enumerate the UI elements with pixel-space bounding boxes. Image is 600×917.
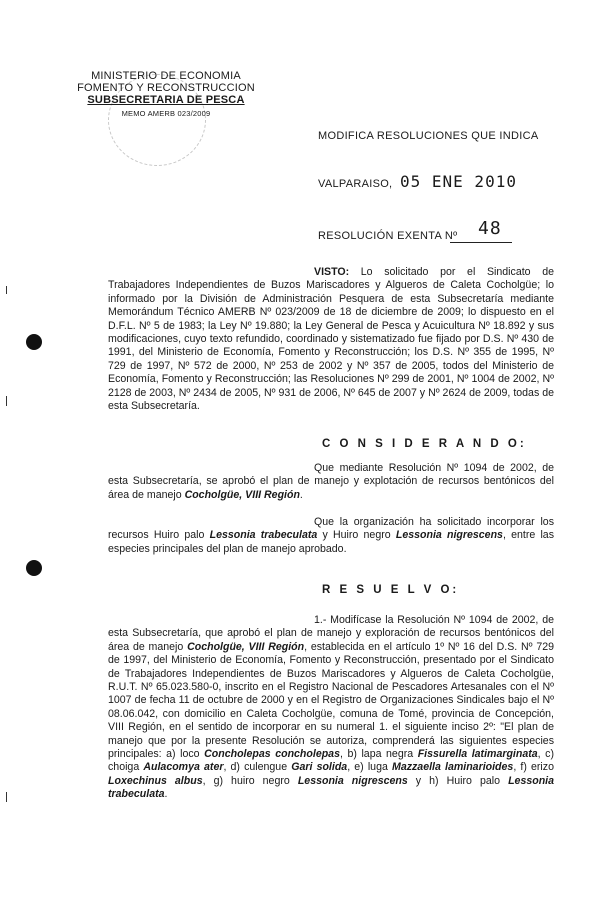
species-name: Lessonia nigrescens [297, 774, 408, 787]
considerando-heading: C O N S I D E R A N D O: [322, 438, 527, 450]
considerando-p2-text: y Huiro negro [317, 529, 396, 542]
resuelvo-text: y h) Huiro palo [407, 774, 509, 787]
punch-hole-top [26, 334, 42, 350]
area-name: Cocholgüe, VIII Región [184, 488, 300, 501]
considerando-p2-text: Que la organización ha solicitado incorporar los recursos Huiro palo [108, 516, 554, 542]
document-subject: MODIFICA RESOLUCIONES QUE INDICA [318, 130, 539, 142]
considerando-paragraph-2 [108, 516, 554, 556]
ministry-line-1: MINISTERIO DE ECONOMIA [91, 70, 241, 82]
ministry-line-3: SUBSECRETARIA DE PESCA [87, 94, 245, 106]
species-name: Lessonia trabeculata [209, 529, 318, 542]
resuelvo-text: , f) erizo [513, 761, 554, 774]
margin-mark [6, 792, 7, 802]
resuelvo-text: 1.- Modifícase la Resolución Nº 1094 de 2002, de esta Subsecretaría, que aprobó el plan de manejo y exploración de recursos bentónicos del área de manejo [108, 614, 554, 653]
visto-label: VISTO: [314, 266, 350, 278]
resuelvo-text: , establecida en el artículo 1º Nº 16 del D.S. Nº 729 de 1997, del Ministerio de Economía, Fomento y Reconstrucción, presentado por el Sindicato de Trabajadores Independientes de Buzos Mariscadores y Algueros de Caleta Cocholgüe, R.U.T. Nº 65.023.580-0, inscrito en el Registro Nacional de Pescadores Artesanales con el Nº 1007 de fecha 11 de octubre de 2000 y en el Registro de Organizaciones Sindicales bajo el Nº 08.06.042, con domicilio en Caleta Cocholgüe, comuna de Tomé, provincia de Concepción, VIII Región, en el sentido de incorporar en su numeral 1. el siguiente inciso 2º: "El plan de manejo que por la presente Resolución se autoriza, comprenderá las siguientes especies principales: a) loco [108, 640, 554, 761]
considerando-p1-text: Que mediante Resolución Nº 1094 de 2002, de esta Subsecretaría, se aprobó el plan de manejo y explotación de recursos bentónicos del área de manejo [108, 462, 554, 501]
resuelvo-text: , d) culengue [223, 761, 292, 774]
resuelvo-text: , g) huiro negro [202, 774, 298, 787]
margin-mark [6, 286, 7, 294]
species-name: Loxechinus albus [108, 774, 203, 787]
place-label: VALPARAISO, [318, 178, 393, 190]
resolution-number: 48 [478, 218, 502, 239]
resolution-number-line [450, 242, 512, 243]
resuelvo-text: , e) luga [347, 761, 392, 774]
resuelvo-paragraph-1 [108, 614, 554, 802]
considerando-p1-end: . [299, 488, 303, 501]
memo-reference: MEMO AMERB 023/2009 [121, 109, 211, 118]
species-name: Mazzaella laminarioides [392, 761, 514, 774]
margin-mark [6, 396, 7, 406]
species-name: Lessonia nigrescens [395, 529, 503, 542]
considerando-p2-end: , entre las especies principales del plan de manejo aprobado. [108, 529, 554, 555]
species-name: Fissurella latimarginata [417, 748, 538, 761]
area-name: Cocholgüe, VIII Región [187, 640, 305, 653]
species-name: Lessonia trabeculata [108, 774, 555, 801]
resuelvo-heading: R E S U E L V O: [322, 584, 460, 596]
punch-hole-bottom [26, 560, 42, 576]
visto-paragraph [108, 266, 554, 413]
visto-text: Lo solicitado por el Sindicato de Trabajadores Independientes de Buzos Mariscadores y Algueros de Caleta Cocholgüe; lo informado por la División de Administración Pesquera de esta Subsecretaría mediante Memorándum Técnico AMERB Nº 023/2009 de 18 de diciembre de 2009; lo dispuesto en el D.F.L. Nº 5 de 1983; la Ley Nº 19.880; la Ley General de Pesca y Acuicultura Nº 18.892 y sus modificaciones, cuyo texto refundido, coordinado y sistematizado fue fijado por D.S. Nº 430 de 1991, del Ministerio de Economía, Fomento y Reconstrucción; los D.S. Nº 355 de 1995, Nº 729 de 1997, Nº 572 de 2000, Nº 253 de 2002 y Nº 357 de 2005, todos del Ministerio de Economía, Fomento y Reconstrucción; las Resoluciones Nº 299 de 2001, Nº 1004 de 2002, Nº 2128 de 2003, Nº 2434 de 2005, Nº 931 de 2006, Nº 645 de 2007 y Nº 2624 de 2009, todas de esta Subsecretaría. [108, 266, 554, 413]
resuelvo-text: , b) lapa negra [339, 748, 418, 761]
ministry-line-2: FOMENTO Y RECONSTRUCCION [77, 82, 255, 94]
species-name: Concholepas concholepas [204, 748, 340, 761]
resuelvo-text: , c) choiga [108, 748, 555, 774]
species-name: Gari solida [291, 761, 348, 774]
resuelvo-text: . [164, 788, 168, 801]
date-handwritten: 05 ENE 2010 [400, 172, 517, 191]
resolution-label: RESOLUCIÓN EXENTA Nº [318, 230, 458, 242]
species-name: Aulacomya ater [143, 761, 224, 774]
considerando-paragraph-1 [108, 462, 554, 502]
